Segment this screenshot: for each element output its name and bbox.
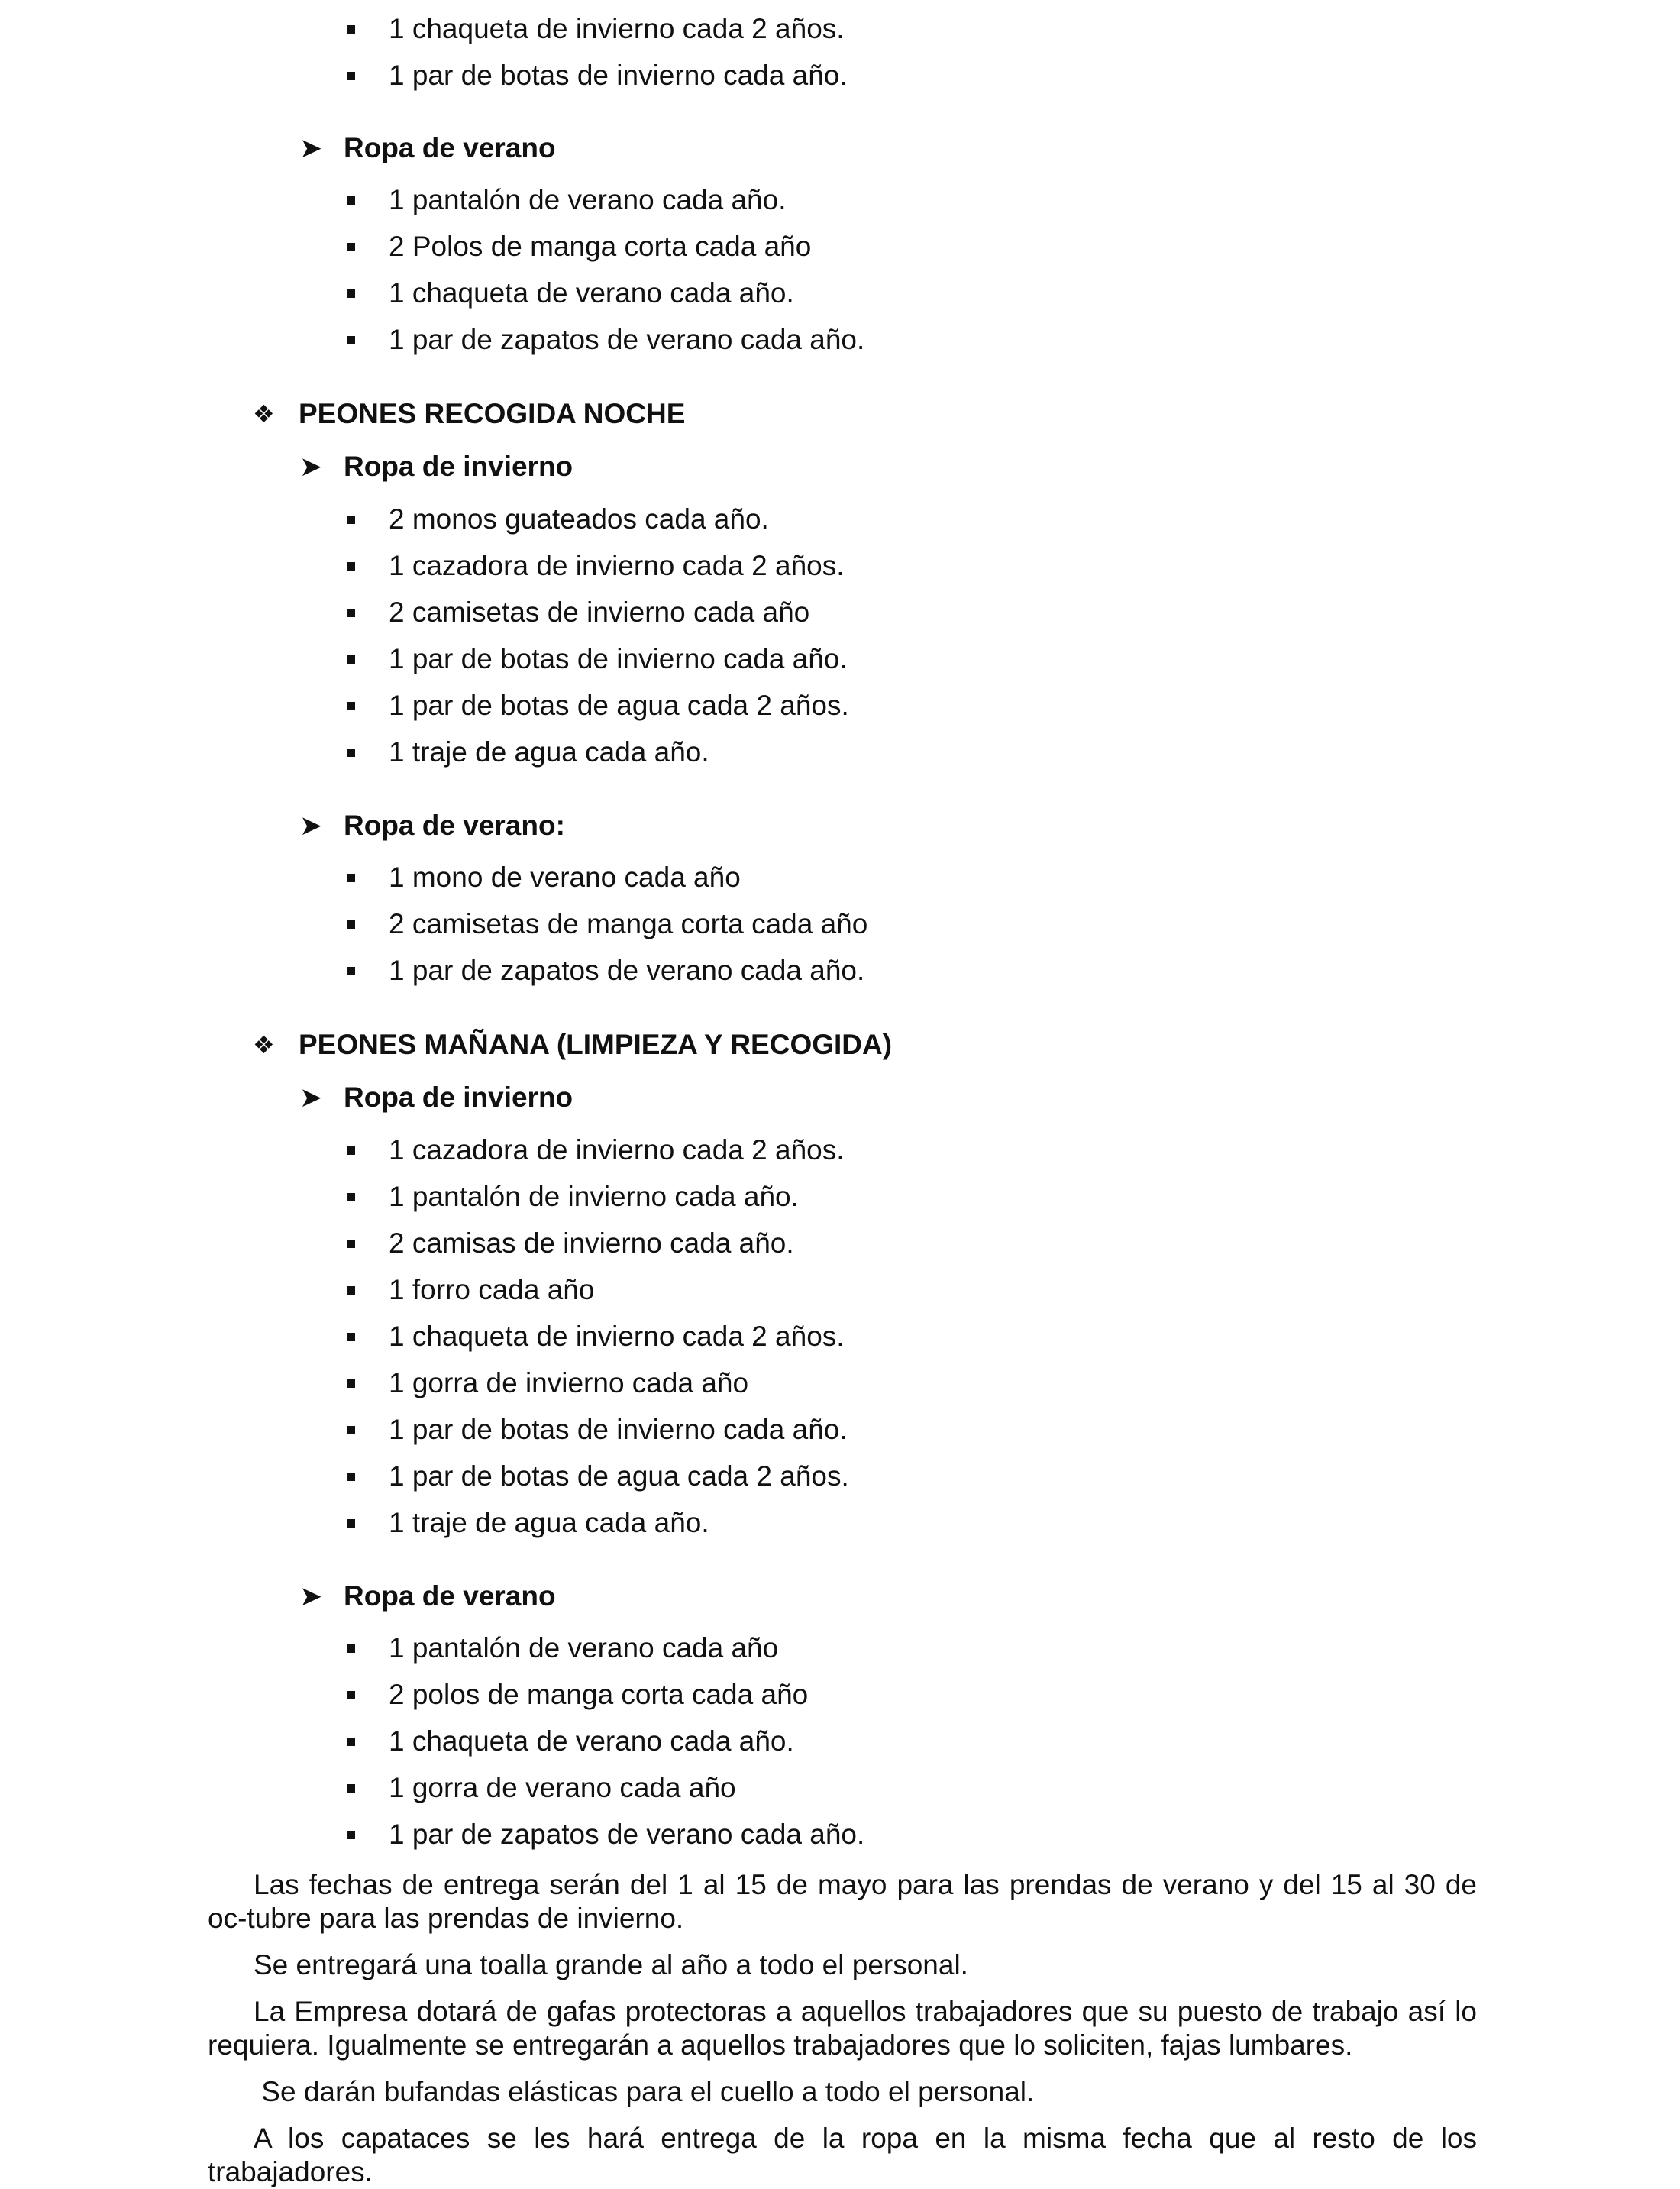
square-bullet-icon xyxy=(347,336,355,344)
list-item: 1 pantalón de invierno cada año. xyxy=(389,1181,799,1212)
list-item: 1 forro cada año xyxy=(389,1274,595,1305)
paragraph-glasses xyxy=(208,1995,1477,2062)
square-bullet-icon xyxy=(347,1379,355,1388)
subheading-summer: Ropa de verano: xyxy=(344,810,565,841)
list-item: 1 gorra de verano cada año xyxy=(389,1772,736,1803)
paragraph-scarves xyxy=(208,2075,1477,2109)
square-bullet-icon xyxy=(347,289,355,298)
list-item: 1 pantalón de verano cada año. xyxy=(389,184,787,215)
list-item: 1 par de zapatos de verano cada año. xyxy=(389,955,865,986)
arrow-bullet-icon: ➤ xyxy=(299,1580,323,1612)
list-item: 2 polos de manga corta cada año xyxy=(389,1679,809,1710)
square-bullet-icon xyxy=(347,1193,355,1201)
square-bullet-icon xyxy=(347,1691,355,1699)
list-item: 2 camisetas de manga corta cada año xyxy=(389,908,868,939)
paragraph-text: Se darán bufandas elásticas para el cuello a todo el personal. xyxy=(254,2076,1035,2107)
paragraph-text: Se entregará una toalla grande al año a todo el personal. xyxy=(254,1949,968,1980)
arrow-bullet-icon: ➤ xyxy=(299,810,323,841)
list-item: 1 chaqueta de verano cada año. xyxy=(389,277,794,309)
square-bullet-icon xyxy=(347,1286,355,1295)
diamond-bullet-icon: ❖ xyxy=(253,400,275,428)
list-item: 1 par de botas de invierno cada año. xyxy=(389,60,848,91)
paragraph-text: La Empresa dotará de gafas protectoras a aquellos trabajadores que su puesto de trabajo así lo requiera. Igualmente se entregarán a aquellos trabajadores que lo soliciten, fajas lumbares. xyxy=(208,1996,1477,2061)
paragraph-towel xyxy=(208,1948,1477,1982)
list-item: 1 chaqueta de invierno cada 2 años. xyxy=(389,1321,845,1352)
list-item: 1 chaqueta de invierno cada 2 años. xyxy=(389,13,845,44)
square-bullet-icon xyxy=(347,516,355,524)
list-item: 1 chaqueta de verano cada año. xyxy=(389,1725,794,1757)
square-bullet-icon xyxy=(347,1644,355,1653)
square-bullet-icon xyxy=(347,1473,355,1481)
square-bullet-icon xyxy=(347,967,355,975)
list-item: 1 cazadora de invierno cada 2 años. xyxy=(389,1134,845,1166)
list-item: 2 monos guateados cada año. xyxy=(389,503,769,535)
square-bullet-icon xyxy=(347,874,355,882)
list-item: 1 par de botas de agua cada 2 años. xyxy=(389,1460,849,1492)
list-item: 1 traje de agua cada año. xyxy=(389,736,709,768)
list-item: 1 par de botas de invierno cada año. xyxy=(389,643,848,674)
subheading-winter: Ropa de invierno xyxy=(344,1082,573,1113)
list-item: 2 Polos de manga corta cada año xyxy=(389,231,812,262)
arrow-bullet-icon: ➤ xyxy=(299,451,323,482)
square-bullet-icon xyxy=(347,1426,355,1434)
list-item: 1 par de zapatos de verano cada año. xyxy=(389,1819,865,1850)
section-title-recogida-noche: PEONES RECOGIDA NOCHE xyxy=(299,398,686,429)
square-bullet-icon xyxy=(347,609,355,617)
paragraph-foremen xyxy=(208,2122,1477,2189)
square-bullet-icon xyxy=(347,1738,355,1746)
paragraph-delivery-dates xyxy=(208,1868,1477,1935)
square-bullet-icon xyxy=(347,1333,355,1341)
arrow-bullet-icon: ➤ xyxy=(299,1082,323,1113)
list-item: 1 gorra de invierno cada año xyxy=(389,1367,749,1398)
square-bullet-icon xyxy=(347,1240,355,1248)
square-bullet-icon xyxy=(347,920,355,929)
paragraph-text: A los capataces se les hará entrega de la ropa en la misma fecha que al resto de los trabajadores. xyxy=(208,2123,1477,2187)
subheading-summer: Ropa de verano xyxy=(344,132,556,163)
list-item: 1 par de zapatos de verano cada año. xyxy=(389,324,865,355)
list-item: 1 traje de agua cada año. xyxy=(389,1507,709,1538)
square-bullet-icon xyxy=(347,702,355,710)
square-bullet-icon xyxy=(347,1519,355,1528)
square-bullet-icon xyxy=(347,562,355,571)
square-bullet-icon xyxy=(347,72,355,80)
list-item: 1 par de botas de agua cada 2 años. xyxy=(389,690,849,721)
diamond-bullet-icon: ❖ xyxy=(253,1031,275,1059)
arrow-bullet-icon: ➤ xyxy=(299,132,323,163)
square-bullet-icon xyxy=(347,1784,355,1793)
square-bullet-icon xyxy=(347,655,355,664)
square-bullet-icon xyxy=(347,25,355,34)
section-title-peones-manana: PEONES MAÑANA (LIMPIEZA Y RECOGIDA) xyxy=(299,1029,893,1060)
list-item: 1 pantalón de verano cada año xyxy=(389,1632,779,1664)
paragraph-text: Las fechas de entrega serán del 1 al 15 de mayo para las prendas de verano y del 15 al 30 de oc-tubre para las prendas de invierno. xyxy=(208,1869,1477,1934)
square-bullet-icon xyxy=(347,196,355,205)
square-bullet-icon xyxy=(347,1831,355,1839)
list-item: 1 mono de verano cada año xyxy=(389,862,741,893)
list-item: 1 cazadora de invierno cada 2 años. xyxy=(389,550,845,581)
subheading-summer: Ropa de verano xyxy=(344,1580,556,1612)
list-item: 2 camisetas de invierno cada año xyxy=(389,597,810,628)
square-bullet-icon xyxy=(347,243,355,251)
list-item: 2 camisas de invierno cada año. xyxy=(389,1227,794,1259)
list-item: 1 par de botas de invierno cada año. xyxy=(389,1414,848,1445)
subheading-winter: Ropa de invierno xyxy=(344,451,573,482)
square-bullet-icon xyxy=(347,749,355,757)
square-bullet-icon xyxy=(347,1146,355,1155)
